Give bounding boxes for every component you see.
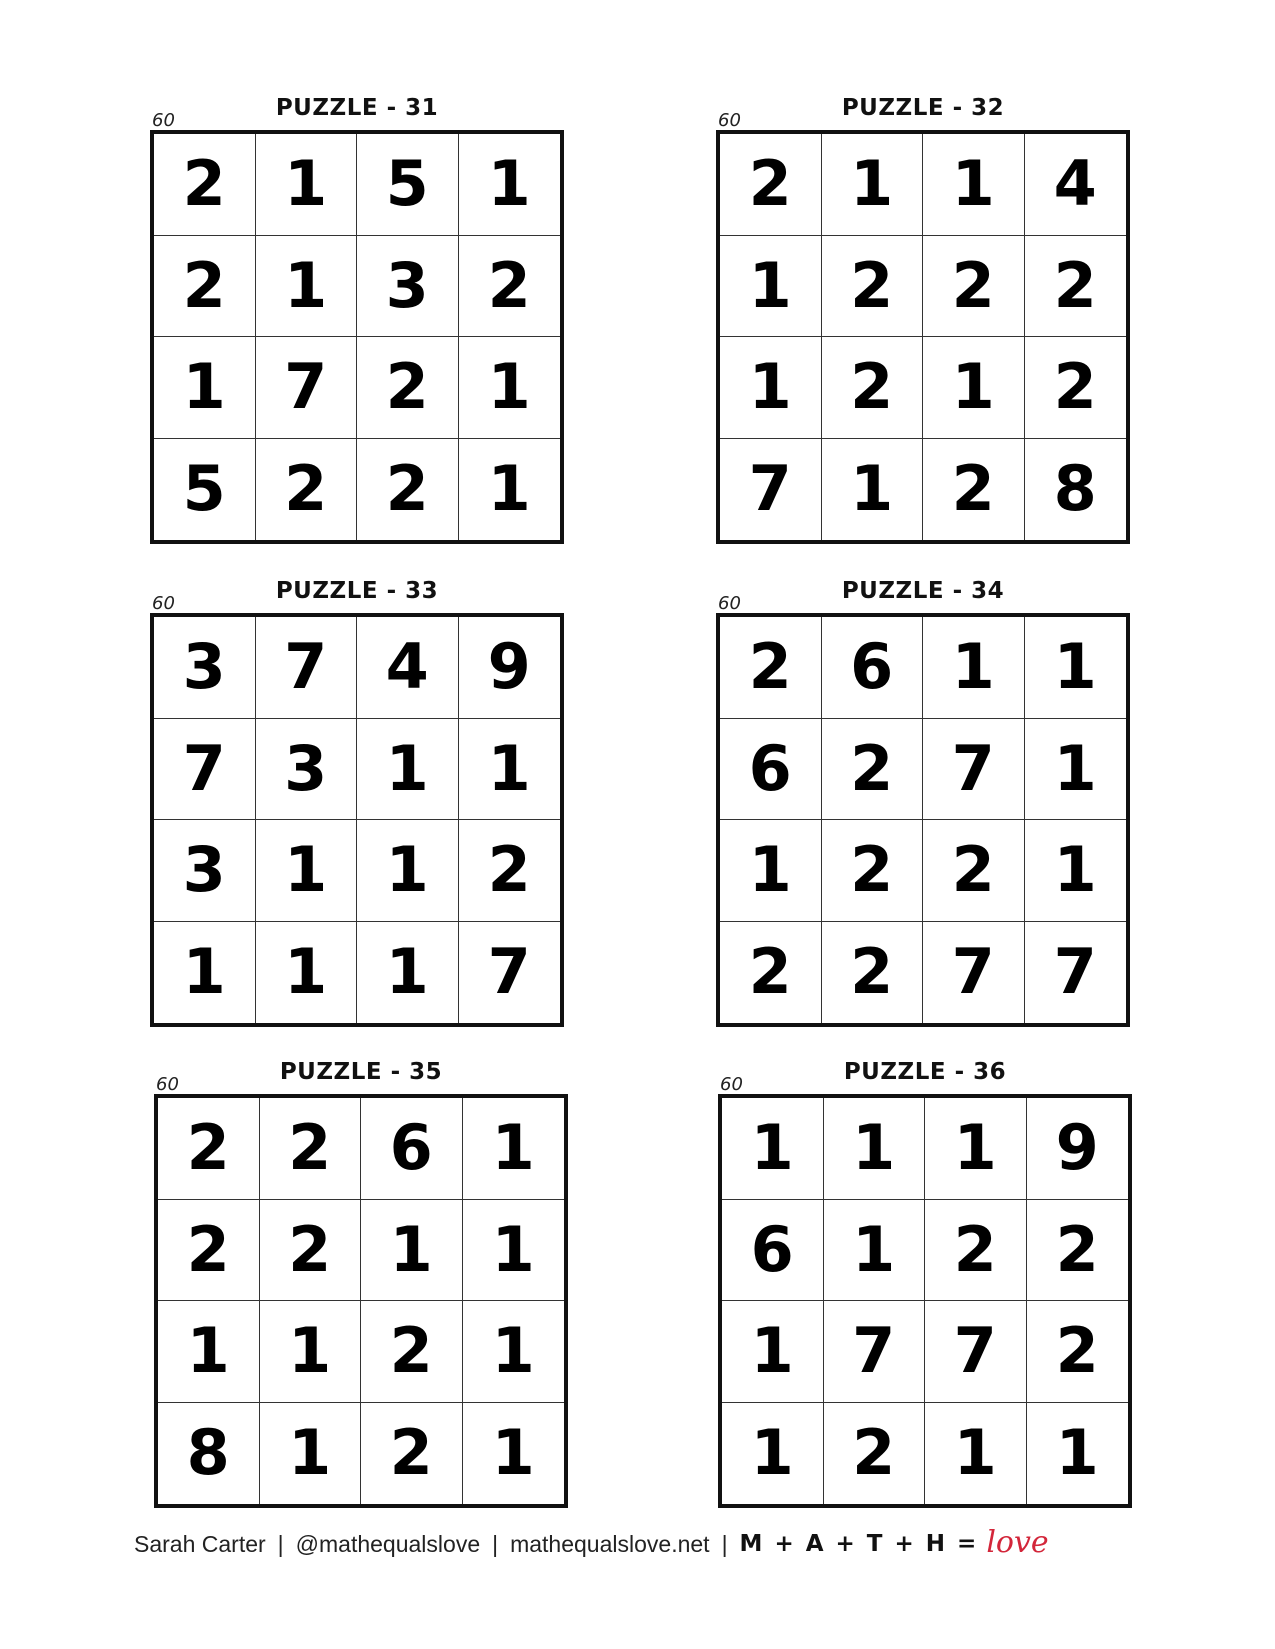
grid-cell: 2 [154,134,256,236]
grid-cell: 2 [923,820,1025,922]
grid-cell: 1 [720,820,822,922]
grid-cell: 4 [357,617,459,719]
grid-cell: 1 [720,236,822,338]
grid-cell: 6 [720,719,822,821]
grid-cell: 7 [720,439,822,541]
grid-cell: 1 [256,236,358,338]
puzzle-grid [150,613,564,1027]
grid-cell: 6 [722,1200,824,1302]
target-number: 60 [720,1074,743,1095]
grid-cell: 1 [260,1403,362,1505]
grid-cell: 1 [720,337,822,439]
separator: | [721,1530,728,1557]
grid-cell: 2 [1027,1200,1129,1302]
grid-cell: 2 [260,1098,362,1200]
grid-cell: 3 [154,617,256,719]
grid-cell: 1 [463,1301,565,1403]
grid-cell: 2 [357,439,459,541]
grid-cell: 6 [822,617,924,719]
target-number: 60 [152,593,175,614]
grid-cell: 3 [357,236,459,338]
grid-cell: 2 [1025,337,1127,439]
puzzle-grid [716,613,1130,1027]
grid-cell: 1 [925,1098,1027,1200]
grid-cell: 1 [154,337,256,439]
grid-cell: 3 [154,820,256,922]
social-handle: @mathequalslove [295,1530,481,1557]
grid-cell: 2 [260,1200,362,1302]
grid-cell: 7 [256,337,358,439]
grid-cell: 1 [491,1416,535,1490]
grid-cell: 4 [1025,134,1127,236]
grid-cell: 2 [824,1403,926,1505]
grid-cell: 2 [256,439,358,541]
grid-cell: 6 [361,1098,463,1200]
grid-cell: 7 [154,719,256,821]
separator: | [277,1530,284,1557]
grid-cell: 1 [357,719,459,821]
grid-cell: 1 [158,1301,260,1403]
brand-logo-text: M + A + T + H = [739,1531,979,1557]
grid-cell: 2 [361,1301,463,1403]
grid-cell: 1 [260,1301,362,1403]
page-footer [134,1524,1049,1564]
puzzle-grid [716,130,1130,544]
author-name: Sarah Carter [134,1530,266,1557]
grid-cell: 1 [824,1200,926,1302]
grid-cell: 2 [822,236,924,338]
grid-cell: 1 [256,922,358,1024]
grid-cell: 2 [158,1098,260,1200]
grid-cell: 1 [357,922,459,1024]
grid-cell: 1 [923,617,1025,719]
brand-love-script: love [986,1524,1049,1560]
puzzle-grid [718,1094,1132,1508]
target-number: 60 [718,110,741,131]
grid-cell: 1 [154,922,256,1024]
target-number: 60 [718,593,741,614]
grid-cell: 1 [357,820,459,922]
grid-cell: 2 [720,617,822,719]
grid-cell: 2 [822,719,924,821]
grid-cell: 1 [361,1200,463,1302]
grid-cell: 2 [925,1200,1027,1302]
grid-cell: 2 [1025,236,1127,338]
grid-cell: 8 [1053,452,1097,526]
grid-cell: 7 [1053,935,1097,1009]
separator: | [492,1530,499,1557]
grid-cell: 1 [1025,820,1127,922]
grid-cell: 7 [925,1301,1027,1403]
grid-cell: 2 [357,337,459,439]
puzzle-grid [154,1094,568,1508]
puzzle-title: PUZZLE - 32 [841,95,1005,121]
grid-cell: 1 [463,1098,565,1200]
grid-cell: 1 [487,452,531,526]
puzzle-title: PUZZLE - 36 [843,1059,1007,1085]
grid-cell: 2 [361,1403,463,1505]
grid-cell: 1 [923,134,1025,236]
grid-cell: 1 [463,1200,565,1302]
grid-cell: 2 [923,439,1025,541]
grid-cell: 2 [1027,1301,1129,1403]
grid-cell: 2 [720,134,822,236]
grid-cell: 2 [459,820,561,922]
grid-cell: 2 [822,820,924,922]
website-url: mathequalslove.net [510,1530,710,1557]
grid-cell: 1 [459,719,561,821]
grid-cell: 7 [923,719,1025,821]
grid-cell: 2 [923,236,1025,338]
grid-cell: 2 [459,236,561,338]
target-number: 60 [152,110,175,131]
grid-cell: 1 [1025,719,1127,821]
grid-cell: 1 [925,1403,1027,1505]
grid-cell: 1 [824,1098,926,1200]
grid-cell: 1 [256,134,358,236]
grid-cell: 1 [256,820,358,922]
grid-cell: 9 [459,617,561,719]
puzzle-grid [150,130,564,544]
grid-cell: 1 [1055,1416,1099,1490]
grid-cell: 2 [158,1200,260,1302]
grid-cell: 1 [822,134,924,236]
grid-cell: 7 [824,1301,926,1403]
grid-cell: 2 [822,337,924,439]
puzzle-title: PUZZLE - 31 [275,95,439,121]
grid-cell: 2 [154,236,256,338]
puzzle-title: PUZZLE - 33 [275,578,439,604]
puzzle-title: PUZZLE - 35 [279,1059,443,1085]
grid-cell: 5 [357,134,459,236]
grid-cell: 7 [256,617,358,719]
grid-cell: 8 [158,1403,260,1505]
grid-cell: 1 [722,1301,824,1403]
grid-cell: 1 [1025,617,1127,719]
puzzle-title: PUZZLE - 34 [841,578,1005,604]
grid-cell: 1 [459,337,561,439]
grid-cell: 1 [722,1403,824,1505]
grid-cell: 7 [923,922,1025,1024]
grid-cell: 9 [1027,1098,1129,1200]
grid-cell: 7 [487,935,531,1009]
grid-cell: 2 [720,922,822,1024]
grid-cell: 3 [256,719,358,821]
target-number: 60 [156,1074,179,1095]
grid-cell: 1 [459,134,561,236]
grid-cell: 1 [822,439,924,541]
grid-cell: 5 [154,439,256,541]
grid-cell: 2 [822,922,924,1024]
grid-cell: 1 [722,1098,824,1200]
grid-cell: 1 [923,337,1025,439]
